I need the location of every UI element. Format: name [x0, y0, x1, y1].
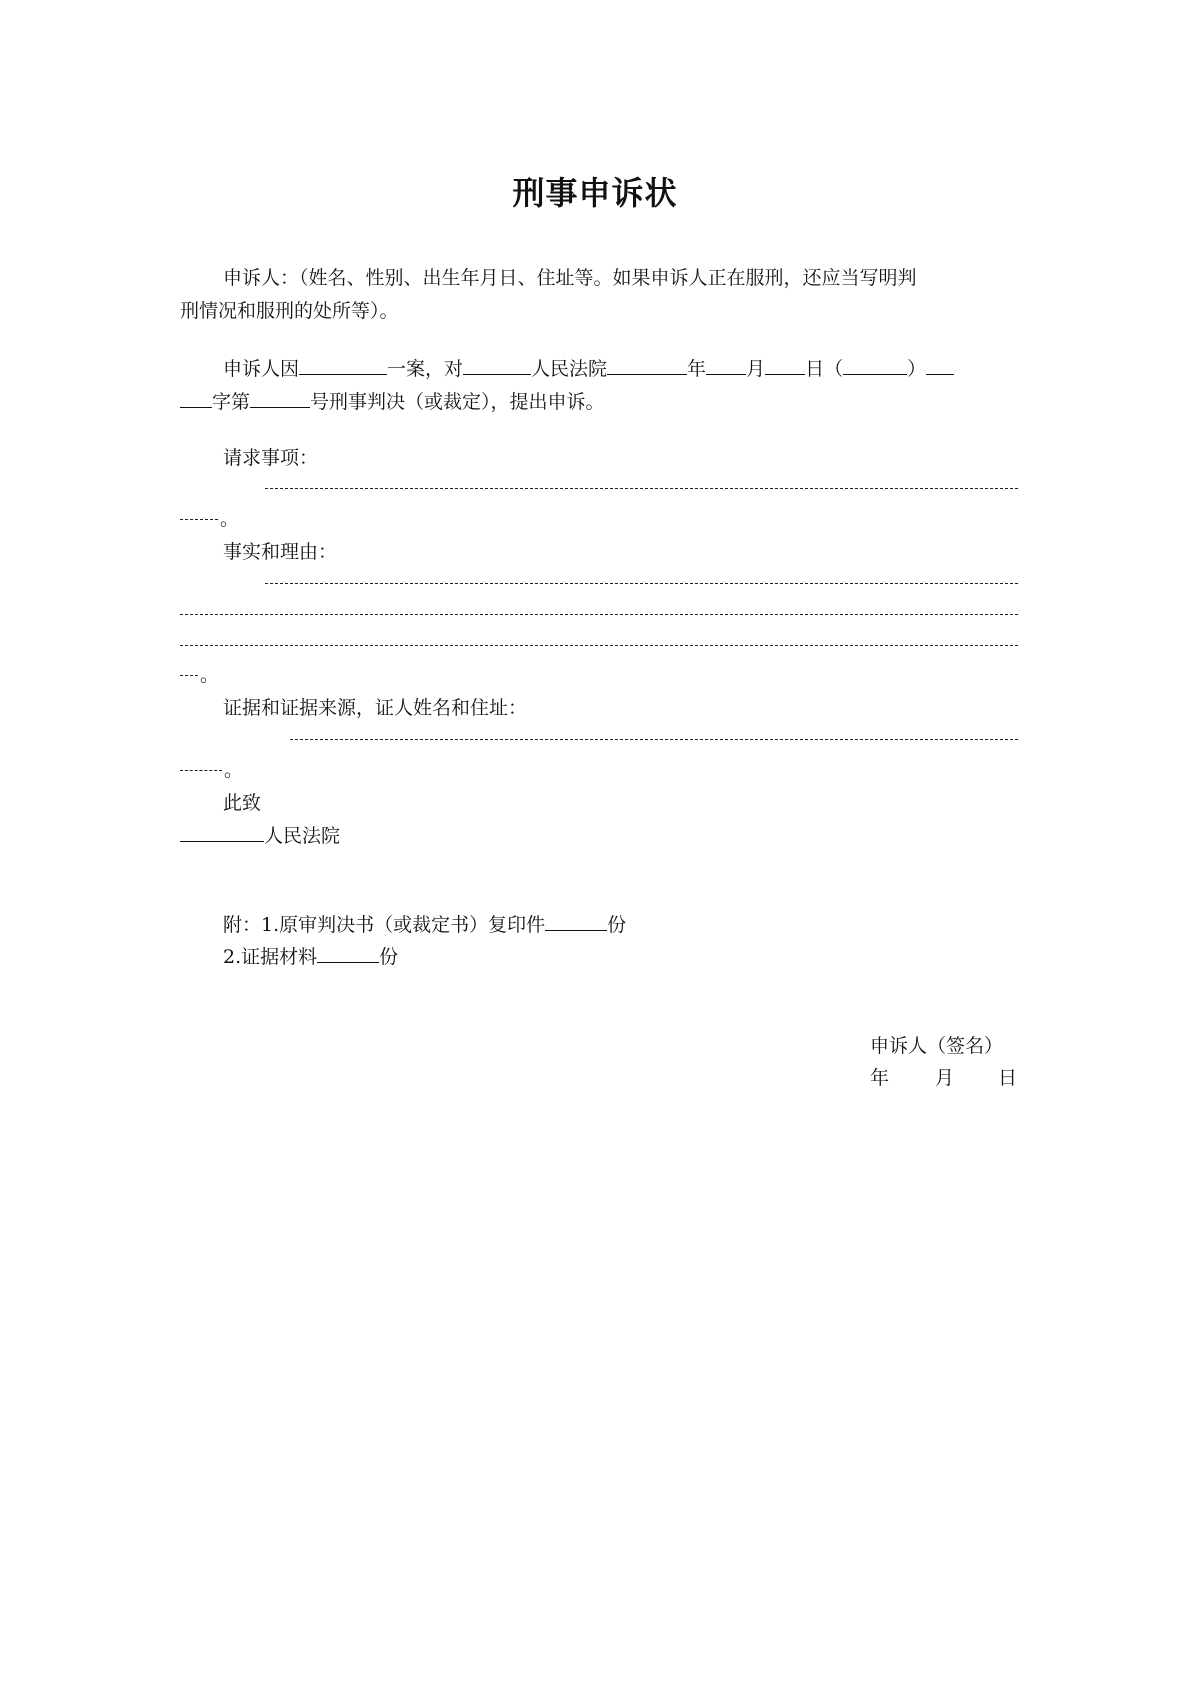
evidence-line-1[interactable] [290, 739, 1018, 740]
blank-year[interactable] [607, 352, 687, 375]
case-text-g: ） [907, 358, 927, 380]
sign-date-day: 日 [998, 1067, 1018, 1089]
case-text-e: 月 [746, 358, 766, 380]
attachment-1 [223, 908, 1018, 941]
blank-attachment-1-count[interactable] [545, 908, 607, 931]
request-label: 请求事项： [223, 447, 319, 469]
court-line [180, 819, 1018, 852]
blank-day[interactable] [765, 352, 805, 375]
blank-month[interactable] [706, 352, 746, 375]
case-text-b: 一案，对 [387, 358, 464, 380]
attachment-2-unit: 份 [379, 946, 399, 968]
case-text-h: 字第 [212, 391, 251, 413]
evidence-label: 证据和证据来源，证人姓名和住址： [223, 697, 528, 719]
blank-court[interactable] [463, 352, 531, 375]
signature-label: 申诉人（签名） [870, 1035, 1004, 1057]
request-line-2[interactable] [180, 519, 218, 520]
facts-end: 。 [200, 664, 220, 686]
facts-line-2[interactable] [180, 614, 1018, 615]
document-title: 刑事申诉状 [512, 174, 678, 212]
facts-line-3[interactable] [180, 645, 1018, 646]
attachment-2 [223, 940, 1018, 973]
sign-date-month: 月 [935, 1067, 955, 1089]
court-suffix: 人民法院 [264, 825, 341, 847]
appellant-line-1: 申诉人：（姓名、性别、出生年月日、住址等。如果申诉人正在服刑，还应当写明判 [223, 267, 917, 289]
request-line-1[interactable] [265, 488, 1018, 489]
blank-case-name[interactable] [299, 352, 387, 375]
blank-case-code-1[interactable] [926, 352, 954, 375]
blank-case-year[interactable] [843, 352, 907, 375]
blank-case-number[interactable] [250, 385, 310, 408]
case-text-f: 日（ [805, 358, 844, 380]
case-text-a: 申诉人因 [223, 358, 300, 380]
closing-text: 此致 [223, 792, 262, 814]
facts-line-1[interactable] [265, 583, 1018, 584]
request-end: 。 [220, 508, 240, 530]
case-text-i: 号刑事判决（或裁定），提出申诉。 [310, 391, 605, 413]
attachment-1-unit: 份 [607, 914, 627, 936]
blank-addressee-court[interactable] [180, 819, 264, 842]
sign-date-year: 年 [870, 1067, 890, 1089]
facts-line-4[interactable] [180, 675, 198, 676]
case-text-c: 人民法院 [531, 358, 608, 380]
appellant-line-2: 刑情况和服刑的处所等）。 [180, 300, 399, 322]
blank-attachment-2-count[interactable] [317, 940, 379, 963]
blank-case-code-2[interactable] [180, 385, 212, 408]
attachment-2-text: 2.证据材料 [223, 946, 318, 968]
case-line-2 [180, 385, 1018, 418]
evidence-end: 。 [224, 759, 244, 781]
attachment-1-text: 附：1.原审判决书（或裁定书）复印件 [223, 914, 546, 936]
case-line-1 [223, 352, 1018, 385]
evidence-line-2[interactable] [180, 770, 222, 771]
facts-label: 事实和理由： [223, 541, 338, 563]
case-text-d: 年 [687, 358, 707, 380]
